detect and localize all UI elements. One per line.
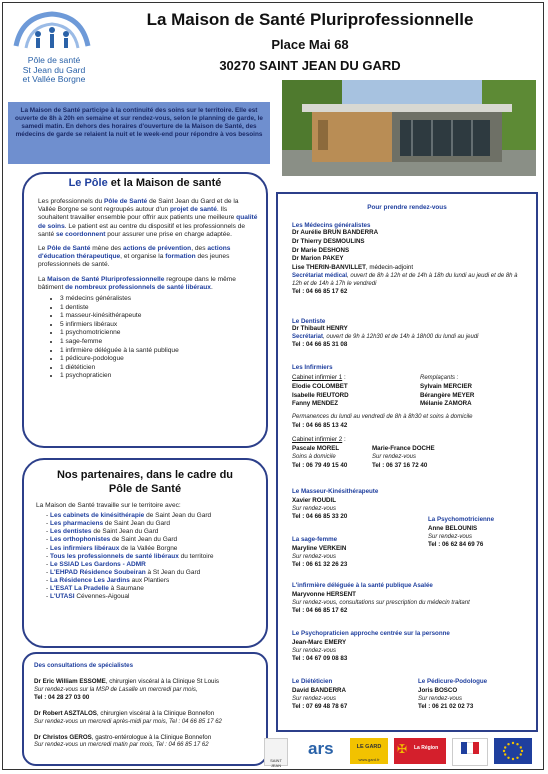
highlight-text: de nombreux professionnels de santé libéraux — [65, 283, 211, 291]
partner-list-item — [46, 553, 262, 561]
highlight-text: projet de santé — [170, 206, 217, 214]
partner-location: à St Jean du Gard — [145, 568, 201, 576]
partner-name: L'ESAT La Pradelle — [49, 585, 109, 593]
partner-name: Les infirmiers libéraux — [49, 544, 120, 552]
body-text: mène des — [90, 245, 124, 253]
gp-secretariat-hours: , ouvert de 8h à 12h et de 14h à 18h du lundi au jeudi et de 8h à 12h et de 14h à 17h le vendredi — [292, 272, 518, 287]
building-photo-image — [282, 80, 536, 176]
appointments-heading: Pour prendre rendez-vous — [367, 204, 447, 211]
le-gard-logo-icon — [350, 738, 388, 764]
partner-location: de Saint Jean du Gard — [110, 536, 178, 544]
dietitian-title: Le Diététicien — [292, 678, 333, 685]
professional-list-item: • 1 pédicure-podologue — [60, 355, 258, 364]
physio-block — [292, 488, 422, 522]
highlight-text: actions de prévention — [123, 245, 192, 253]
specialist-role: , chirurgien viscéral à la Clinique Bonnefon — [96, 710, 215, 718]
podiatrist-block — [418, 678, 536, 712]
body-text: pour assurer une prise en charge adaptée. — [105, 230, 232, 238]
specialist-name-line — [34, 710, 264, 719]
specialists-list — [34, 678, 264, 757]
specialist-name: Dr Eric William ESSOME — [34, 678, 106, 685]
cabinet-2 — [292, 445, 528, 475]
gp-phone: Tel : 04 66 85 17 62 — [292, 288, 348, 296]
partner-name: Tous les professionnels de santé libéraux — [49, 552, 179, 560]
pole-sante-logo — [8, 10, 98, 98]
specialist-item — [34, 710, 264, 726]
specialist-name-line — [34, 678, 264, 687]
replacement-name: Bérangère MEYER — [420, 391, 475, 399]
psychomotor-name: Anne BELOUNIS — [428, 525, 478, 532]
physio-title: Le Masseur-Kinésithérapeute — [292, 488, 379, 495]
dentist-secretariat — [292, 334, 528, 342]
psychomotor-note: Sur rendez-vous — [428, 533, 473, 540]
gp-secretariat-label: Secrétariat médical — [292, 272, 348, 279]
professionals-list — [38, 295, 258, 381]
midwife-phone: Tel : 06 61 32 26 23 — [292, 561, 348, 569]
nurse-note: Soins à domicile — [292, 453, 336, 460]
partner-list-item — [46, 528, 262, 536]
gp-block — [292, 222, 528, 297]
partner-location: à Saumane — [108, 585, 144, 593]
partner-list-item — [46, 561, 262, 569]
occitan-cross-icon: ✠ — [397, 742, 408, 756]
partner-location: Cévennes-Aigoual — [74, 593, 130, 601]
cabinet-2-nurse-b — [372, 445, 522, 470]
dietitian-block — [292, 678, 412, 712]
professional-list-item: • 1 psychomotricienne — [60, 329, 258, 338]
republique-logo-icon — [452, 738, 488, 766]
cabinet-2-label: Cabinet infirmier 2 : — [292, 436, 346, 444]
dentist-block — [292, 318, 528, 350]
pole-paragraph-3 — [38, 276, 258, 292]
cabinet-1-hours: Permanences du lundi au vendredi de 8h à 8h30 et soins à domicile — [292, 414, 473, 420]
cabinet-1-members — [292, 374, 422, 409]
gp-name: Dr Marie DESHONS — [292, 246, 350, 254]
partners-title-1: Nos partenaires, dans le cadre du — [56, 469, 234, 481]
dietitian-note: Sur rendez-vous — [292, 695, 337, 702]
gp-title: Les Médecins généralistes — [292, 222, 371, 229]
partner-name: Les cabinets de kinésithérapie — [49, 512, 145, 520]
nurse-name: Isabelle RIEUTORD — [292, 391, 349, 399]
midwife-title: La sage-femme — [292, 536, 338, 543]
dentist-secretariat-hours: , ouvert de 9h à 12h30 et de 14h à 18h00 du lundi au jeudi — [323, 333, 479, 340]
nurse-phone: Tel : 06 37 16 72 40 — [372, 461, 428, 469]
partners-title-2: Pôle de Santé — [108, 483, 182, 495]
psychomotor-block — [428, 516, 536, 550]
highlight-text: qualité de soins — [38, 214, 258, 230]
physio-name: Xavier ROUDIL — [292, 497, 337, 504]
ars-logo-icon — [308, 738, 344, 764]
dietitian-name: David BANDERRA — [292, 687, 346, 694]
public-health-nurse-name: Maryvonne HERSENT — [292, 591, 356, 598]
podiatrist-note: Sur rendez-vous — [418, 695, 463, 702]
cabinet-1-label: Cabinet infirmier 1 : — [292, 374, 346, 381]
specialist-name-line — [34, 734, 264, 743]
partner-list-item — [46, 520, 262, 528]
specialist-item — [34, 678, 264, 703]
partner-name: Le SSIAD Les Gardons - ADMR — [49, 560, 146, 568]
partner-location: de Saint Jean du Gard — [103, 520, 170, 528]
body-text: La — [38, 275, 48, 283]
midwife-block — [292, 536, 422, 570]
replacement-name: Mélanie ZAMORA — [420, 400, 472, 408]
cabinet-1-label-text: Cabinet infirmier 1 — [292, 374, 343, 381]
podiatrist-name: Joris BOSCO — [418, 687, 458, 694]
body-text: de Saint Jean du Gard et de la Vallée Borgne se sont regroupés autour d'un — [38, 198, 239, 214]
cabinet-2-label-text: Cabinet infirmier 2 — [292, 436, 343, 444]
dentist-phone: Tel : 04 66 85 31 08 — [292, 341, 348, 349]
region-logo-icon — [394, 738, 446, 764]
replacement-name: Sylvain MERCIER — [420, 382, 472, 390]
highlight-text: Pôle de Santé — [103, 198, 148, 205]
nurses-block — [292, 364, 528, 475]
gp-secretariat — [292, 273, 528, 288]
highlight-text: actions d'éducation thérapeutique — [38, 245, 231, 261]
body-text: Le — [38, 245, 48, 253]
nurse-name: Fanny MENDEZ — [292, 400, 339, 408]
partner-list-item — [46, 536, 262, 544]
dentist-name: Dr Thibault HENRY — [292, 325, 348, 332]
specialist-item — [34, 734, 264, 750]
psychomotor-title: La Psychomotricienne — [428, 516, 495, 523]
partner-name: L'EHPAD Résidence Soubeiran — [49, 568, 146, 576]
partner-location: aux Plantiers — [129, 576, 170, 584]
nurse-phone: Tel : 06 79 49 15 40 — [292, 461, 348, 469]
arch-logo-icon — [12, 10, 92, 54]
body-text: Les professionnels du — [38, 198, 104, 205]
replacements — [420, 374, 530, 409]
pole-body — [38, 198, 258, 381]
specialist-name: Dr Robert ASZTALOS — [34, 710, 97, 718]
pole-paragraph-2 — [38, 245, 258, 270]
pole-paragraph-1 — [38, 198, 258, 239]
saint-jean-logo-icon — [264, 738, 288, 766]
pole-section — [22, 172, 268, 448]
partner-list-item — [46, 593, 262, 601]
specialist-note: Sur rendez-vous sur la MSP de Lasalle un mercredi par mois, — [34, 686, 198, 693]
body-text: , des — [191, 245, 208, 253]
saint-jean-logo-label: SAINT JEAN — [270, 758, 282, 768]
body-text: . Le patient est au centre du dispositif et les professionnels de santé — [38, 222, 246, 238]
partner-list-item — [46, 577, 262, 585]
intro-box: La Maison de Santé participe à la continuité des soins sur le territoire. Elle est ouverte de 8h à 20h en semaine et sur rendez-vous, selon le planning de garde, le samedi matin. En dehors des horaires d'ouverture de la Maison de Santé, des médecins de garde se relaient la nuit et le week-end pour répondre à vos besoins — [8, 102, 270, 164]
specialist-note: Sur rendez-vous un mercredi matin par mois, Tel : 04 66 85 17 62 — [34, 742, 209, 749]
logo-line-3: et Vallée Borgne — [22, 74, 86, 84]
gp-assistant-role: , médecin-adjoint — [365, 264, 414, 272]
pole-title-b: et la Maison de santé — [107, 177, 222, 189]
gp-assistant-name: Lise THERIN-BANVILLET — [292, 264, 366, 272]
partner-name: La Résidence Les Jardins — [49, 576, 130, 584]
specialist-name: Dr Christos GEROS — [34, 733, 92, 741]
highlight-text: Maison de Santé Pluriprofessionnelle — [47, 275, 165, 283]
le-gard-logo-label: LE GARD — [356, 744, 382, 750]
partners-intro: La Maison de Santé travaille sur le territoire avec: — [36, 502, 181, 509]
logo-line-2: St Jean du Gard — [22, 64, 86, 75]
dentist-title: Le Dentiste — [292, 318, 326, 325]
professional-list-item: • 1 masseur-kinésithérapeute — [60, 312, 258, 321]
public-health-nurse-phone: Tel : 04 66 85 17 62 — [292, 607, 348, 615]
professional-list-item: • 1 psychopraticien — [60, 372, 258, 381]
cabinet-1 — [292, 374, 528, 414]
nurses-title: Les Infirmiers — [292, 364, 333, 371]
psychotherapist-note: Sur rendez-vous — [292, 647, 337, 654]
professional-list-item: • 3 médecins généralistes — [60, 295, 258, 304]
professional-list-item: • 1 diététicien — [60, 364, 258, 373]
specialist-role: , chirurgien viscéral à la Clinique St Louis — [105, 678, 219, 685]
body-text: . — [210, 283, 213, 291]
partner-name: L'UTASI — [49, 593, 75, 601]
building-photo — [282, 80, 536, 176]
public-health-nurse-block — [292, 582, 528, 616]
midwife-name: Maryline VERKEIN — [292, 545, 347, 552]
partners-title — [24, 468, 266, 496]
partner-location: de la Vallée Borgne — [119, 544, 178, 552]
address-city: 30270 SAINT JEAN DU GARD — [219, 58, 401, 73]
cabinet-2-nurse-a — [292, 445, 382, 470]
partner-logos — [262, 738, 542, 768]
podiatrist-title: Le Pédicure-Podologue — [418, 678, 488, 685]
psychotherapist-block — [292, 630, 528, 664]
partners-body — [36, 502, 262, 601]
psychomotor-phone: Tel : 06 62 84 69 76 — [428, 541, 484, 549]
ars-logo-label: ars — [308, 739, 334, 758]
partners-section — [22, 458, 268, 648]
nurse-name: Elodie COLOMBET — [292, 382, 348, 390]
address-place: Place Mai 68 — [271, 37, 349, 52]
professional-list-item: • 5 infirmiers libéraux — [60, 321, 258, 330]
highlight-text: se coordonnent — [55, 230, 106, 238]
nurse-note: Sur rendez-vous — [372, 453, 417, 460]
physio-note: Sur rendez-vous — [292, 505, 337, 512]
eu-stars-icon — [494, 738, 532, 764]
midwife-note: Sur rendez-vous — [292, 553, 337, 560]
nurse-name: Pascale MOREL — [292, 445, 340, 453]
logo-text — [8, 56, 100, 85]
body-text: des jeunes professionnels de santé. — [38, 253, 230, 269]
partner-name: Les orthophonistes — [49, 536, 111, 544]
podiatrist-phone: Tel : 06 21 02 02 73 — [418, 703, 474, 711]
specialist-phone: Tel : 04 28 27 03 00 — [34, 694, 90, 702]
professional-list-item: • 1 infirmière déléguée à la santé publique — [60, 347, 258, 356]
nurse-name: Marie-France DOCHE — [372, 445, 435, 453]
psychotherapist-title: Le Psychopraticien approche centrée sur la personne — [292, 630, 450, 637]
body-text: regroupe dans le même bâtiment — [38, 275, 236, 291]
partner-list-item — [46, 585, 262, 593]
partner-list-item — [46, 512, 262, 520]
partner-location: de Saint Jean du Gard — [144, 512, 212, 520]
highlight-text: Pôle de Santé — [47, 245, 91, 253]
psychotherapist-name: Jean-Marc EMERY — [292, 639, 347, 646]
region-logo-label: La Région — [414, 745, 439, 751]
page-header — [100, 10, 520, 75]
le-gard-url: www.gard.fr — [358, 757, 380, 762]
specialists-section — [22, 652, 268, 766]
specialist-note: Sur rendez-vous un mercredi après-midi par mois, Tel : 04 66 85 17 62 — [34, 718, 222, 725]
appointments-panel — [276, 192, 538, 732]
partners-list — [36, 512, 262, 601]
replacements-label: Remplaçants : — [420, 375, 459, 381]
partner-list-item — [46, 569, 262, 577]
gp-assistant — [292, 264, 528, 273]
public-health-nurse-note: Sur rendez-vous, consultations sur prescription du médecin traitant — [292, 599, 470, 606]
gp-name: Dr Aurélie BRUN BANDERRA — [292, 229, 379, 236]
pole-title — [24, 176, 266, 190]
partner-location: du territoire — [178, 552, 214, 560]
page-title: La Maison de Santé Pluriprofessionnelle — [146, 10, 474, 29]
gp-name: Dr Thierry DESMOULINS — [292, 237, 365, 245]
specialists-title: Des consultations de spécialistes — [34, 662, 134, 669]
professional-list-item: • 1 sage-femme — [60, 338, 258, 347]
partner-name: Les pharmaciens — [49, 520, 104, 528]
eu-flag-logo-icon — [494, 738, 532, 764]
logo-line-1: Pôle de santé — [27, 55, 81, 65]
highlight-text: formation — [165, 253, 196, 261]
dietitian-phone: Tel : 07 69 48 78 67 — [292, 703, 348, 711]
dentist-secretariat-label: Secrétariat — [292, 333, 324, 340]
gp-name: Dr Marion PAKEY — [292, 255, 344, 263]
professional-list-item: • 1 dentiste — [60, 304, 258, 313]
physio-phone: Tel : 04 66 85 33 20 — [292, 513, 348, 521]
partner-list-item — [46, 545, 262, 553]
partner-location: de Saint Jean du Gard — [91, 528, 159, 536]
psychotherapist-phone: Tel : 04 67 09 08 83 — [292, 655, 348, 663]
partner-name: Les dentistes — [49, 528, 92, 536]
body-text: , et organise la — [120, 253, 166, 261]
cabinet-1-phone: Tel : 04 66 85 13 42 — [292, 421, 348, 429]
pole-title-a: Le Pôle — [68, 177, 108, 189]
public-health-nurse-title: L'infirmière déléguée à la santé publique Asalée — [292, 582, 433, 589]
specialist-role: , gastro-entérologue à la Clinique Bonnefon — [91, 733, 212, 741]
body-text: . Ils souhaitent travailler ensemble pour offrir aux patients une meilleure — [38, 206, 237, 222]
